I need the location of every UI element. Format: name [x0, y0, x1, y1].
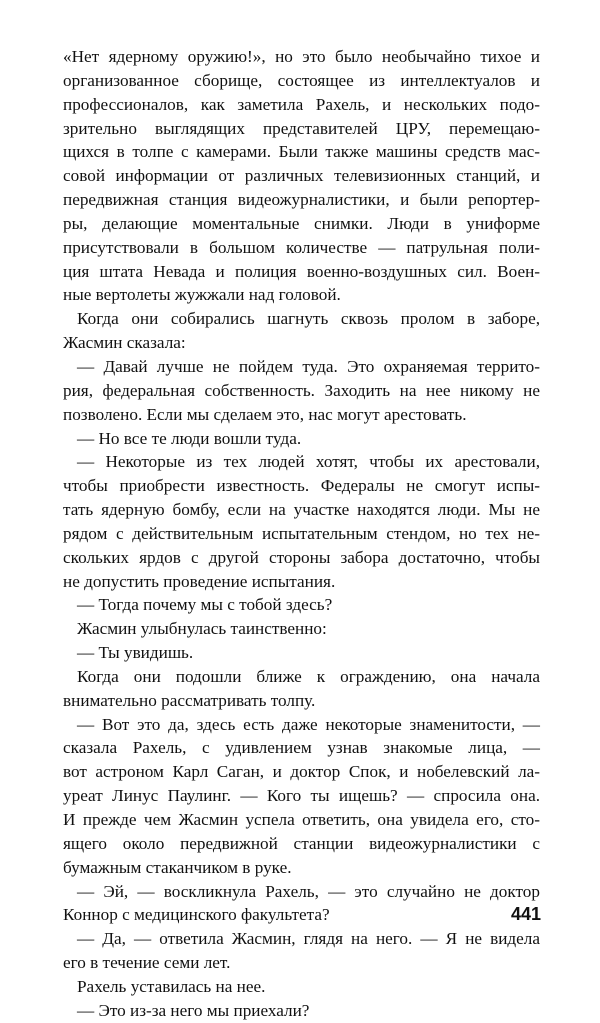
text-line: «Нет ядерному оружию!», но это было необычайно тихое и — [63, 47, 540, 66]
text-line: организованное сборище, состоящее из интеллектуалов и — [63, 70, 540, 90]
page-number: 441 — [510, 904, 541, 924]
text-line: И прежде чем Жасмин успела ответить, она увидела его, сто- — [63, 810, 540, 829]
text-line: совой информации от различных телевизионных станций, и — [63, 166, 540, 186]
text-line: уреат Линус Паулинг. — Кого ты ищешь? — спросила она. — [63, 786, 540, 806]
body-text — [63, 45, 540, 1023]
text-line: рядом с действительным испытательным стендом, но тех не- — [63, 523, 540, 543]
text-line: Когда они подошли ближе к ограждению, она начала — [77, 666, 540, 686]
text-line: ящего около передвижной станции видеожурналистики с — [63, 833, 540, 853]
text-line: Жасмин сказала: — [63, 333, 186, 353]
text-line: не допустить проведение испытания. — [63, 571, 336, 591]
text-line: Рахель уставилась на нее. — [77, 976, 266, 996]
text-line: — Некоторые из тех людей хотят, чтобы их арестовали, — [77, 452, 540, 472]
text-line: бумажным стаканчиком в руке. — [63, 857, 292, 877]
text-line: — Давай лучше не пойдем туда. Это охраняемая террито- — [77, 356, 540, 376]
text-line: внимательно рассматривать толпу. — [63, 690, 316, 710]
text-line: передвижная станция видеожурналистики, и были репортер- — [63, 190, 540, 210]
text-line: Жасмин улыбнулась таинственно: — [77, 619, 327, 639]
text-line: — Тогда почему мы с тобой здесь? — [77, 595, 333, 615]
text-line: профессионалов, как заметила Рахель, и нескольких подо- — [63, 94, 540, 114]
text-line: тать ядерную бомбу, если на участке находятся люди. Мы не — [63, 500, 540, 520]
text-line: ные вертолеты жужжали над головой. — [63, 285, 341, 305]
text-line: чтобы приобрести известность. Федералы не смогут испы- — [63, 476, 540, 496]
text-line: скольких ярдов с другой стороны забора достаточно, чтобы — [63, 547, 540, 567]
text-line: зрительно выглядящих представителей ЦРУ, перемещаю- — [63, 118, 540, 138]
text-line: Коннор с медицинского факультета? — [63, 905, 330, 925]
text-line: присутствовали в большом количестве — патрульная поли- — [63, 237, 540, 257]
text-line: рия, федеральная собственность. Заходить на нее никому не — [63, 380, 540, 400]
text-line: — Но все те люди вошли туда. — [77, 428, 302, 448]
text-line: — Да, — ответила Жасмин, глядя на него. — Я не видела — [77, 929, 540, 949]
text-line: ры, делающие моментальные снимки. Люди в униформе — [63, 213, 540, 233]
text-line: — Вот это да, здесь есть даже некоторые знаменитости, — — [77, 714, 540, 734]
text-line: — Ты увидишь. — [77, 643, 194, 663]
text-line: Когда они собирались шагнуть сквозь пролом в заборе, — [77, 309, 540, 329]
text-line: щихся в толпе с камерами. Были также машины средств мас- — [63, 142, 540, 162]
text-line: позволено. Если мы сделаем это, нас могут арестовать. — [63, 404, 467, 424]
text-line: — Эй, — воскликнула Рахель, — это случайно не доктор — [77, 881, 540, 901]
text-line: вот астроном Карл Саган, и доктор Спок, и нобелевский ла- — [63, 762, 540, 782]
text-line: — Это из-за него мы приехали? — [77, 1000, 310, 1020]
text-line: ция штата Невада и полиция военно-воздушных сил. Воен- — [63, 261, 540, 281]
text-line: его в течение семи лет. — [63, 953, 231, 973]
text-line: сказала Рахель, с удивлением узнав знакомые лица, — — [63, 738, 540, 758]
